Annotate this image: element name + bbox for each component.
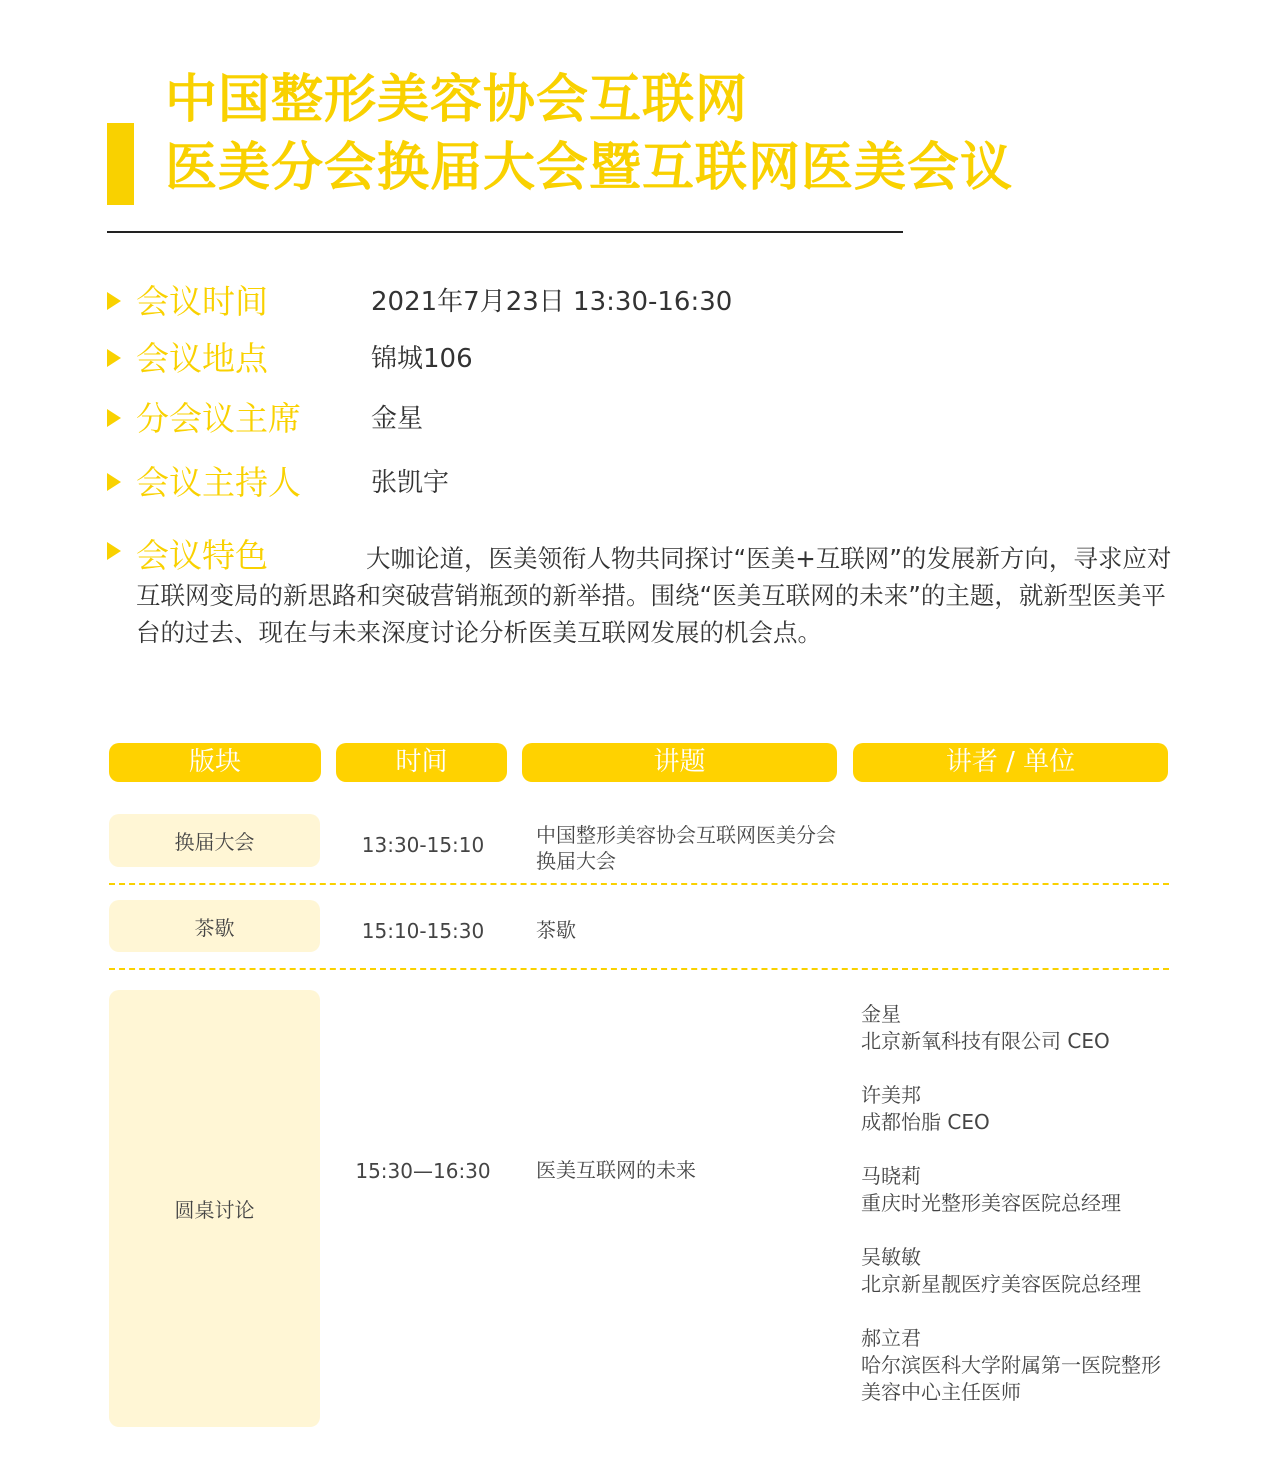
row-time: 15:10-15:30 [361,919,485,943]
title-accent-bar [107,123,134,205]
info-value: 锦城106 [371,344,473,374]
header-speaker: 讲者 / 单位 [853,743,1168,782]
info-label: 会议地点 [136,339,268,378]
info-value: 金星 [371,404,424,434]
info-value: 2021年7月23日 13:30-16:30 [371,287,733,317]
row-topic: 医美互联网的未来 [536,1158,696,1182]
title-divider [107,231,903,233]
feature-text: 大咖论道，医美领衔人物共同探讨“医美+互联网”的发展新方向，寻求应对互联网变局的新思路和突破营销瓶颈的新举措。围绕“医美互联网的未来”的主题，就新型医美平台的过去、现在与未来深度讨论分析医美互联网发展的机会点。 [136,544,1172,647]
row-divider [109,883,1169,885]
speaker-name: 马晓莉 [861,1164,921,1188]
speaker-name: 吴敏敏 [861,1245,921,1269]
triangle-bullet-icon [107,409,121,427]
speaker-name: 许美邦 [861,1083,921,1107]
speaker-item [861,1082,1171,1136]
row-topic: 茶歇 [536,918,576,942]
speaker-list [861,1001,1171,1406]
triangle-bullet-icon [107,542,121,560]
speaker-item [861,1001,1171,1055]
feature-paragraph [136,537,1176,651]
row-topic: 中国整形美容协会互联网医美分会换届大会 [536,823,836,873]
speaker-org: 成都怡脂 CEO [861,1110,990,1134]
speaker-org: 北京新氧科技有限公司 CEO [861,1029,1110,1053]
triangle-bullet-icon [107,292,121,310]
row-time: 15:30—16:30 [355,1159,491,1183]
speaker-item [861,1325,1171,1406]
triangle-bullet-icon [107,349,121,367]
row-category: 茶歇 [109,900,320,952]
row-divider [109,968,1169,970]
info-value: 张凯宇 [371,468,450,498]
info-label: 会议主持人 [136,463,301,502]
page-title [165,66,1013,202]
triangle-bullet-icon [107,473,121,491]
info-label: 分会议主席 [136,399,301,438]
speaker-org: 北京新星靓医疗美容医院总经理 [861,1272,1141,1296]
speaker-item [861,1163,1171,1217]
header-topic: 讲题 [522,743,837,782]
speaker-org: 重庆时光整形美容医院总经理 [861,1191,1121,1215]
title-line-2: 医美分会换届大会暨互联网医美会议 [165,138,1014,198]
speaker-name: 金星 [861,1002,901,1026]
speaker-item [861,1244,1171,1298]
row-time: 13:30-15:10 [361,833,485,857]
row-category: 圆桌讨论 [109,990,320,1427]
info-label: 会议特色 [136,536,268,575]
header-section: 版块 [109,743,321,782]
title-line-1: 中国整形美容协会互联网 [165,70,749,130]
header-time: 时间 [336,743,507,782]
row-category: 换届大会 [109,814,320,867]
info-label: 会议时间 [136,282,268,321]
speaker-org: 哈尔滨医科大学附属第一医院整形美容中心主任医师 [861,1353,1161,1404]
speaker-name: 郝立君 [861,1326,921,1350]
